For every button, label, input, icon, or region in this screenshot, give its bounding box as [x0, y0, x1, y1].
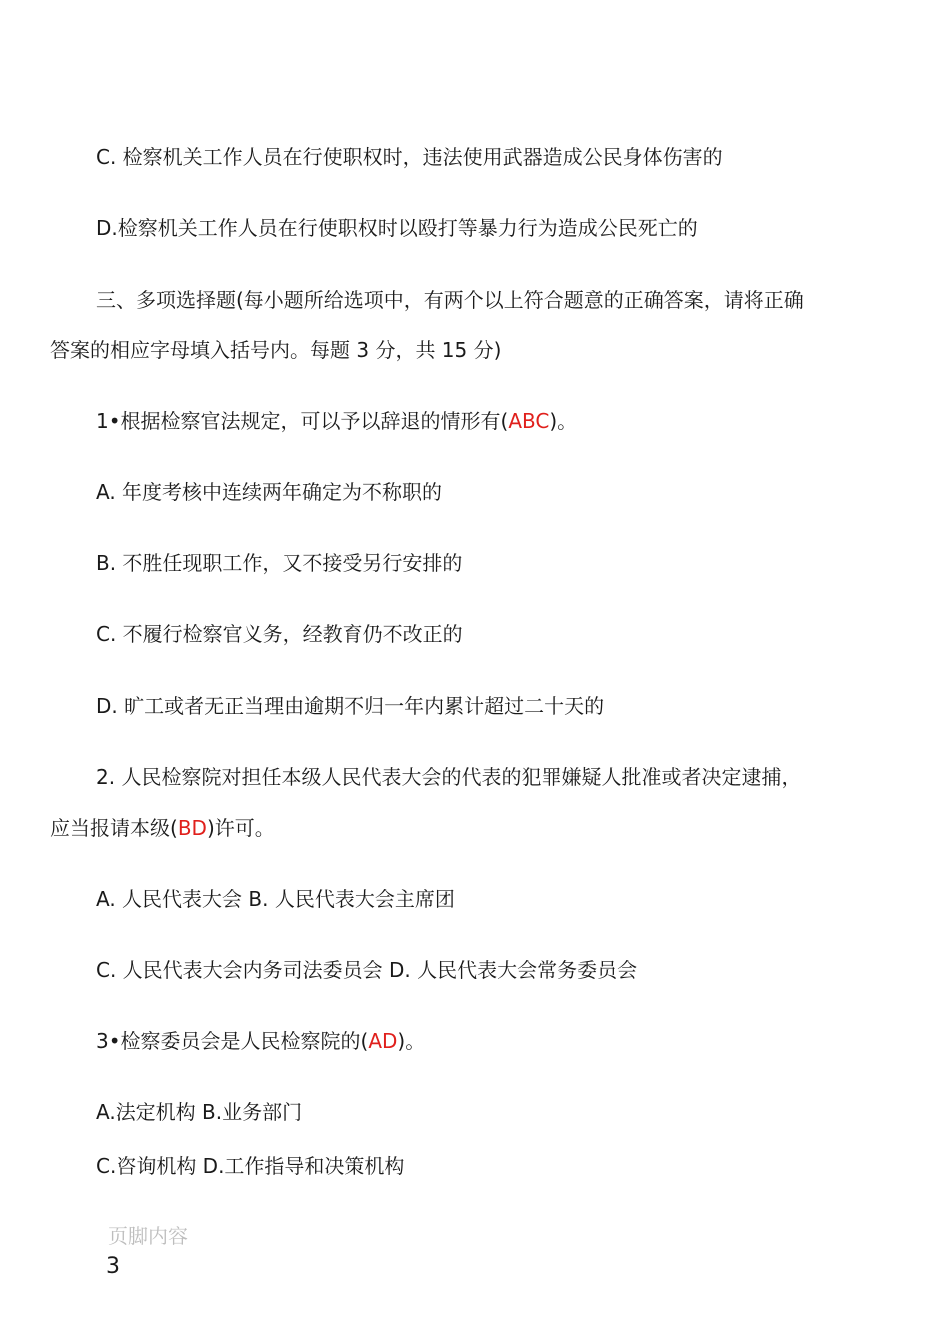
- question-1-answer: ABC: [508, 409, 550, 433]
- question-2-line-2: [50, 814, 275, 842]
- question-3-options-ab: A.法定机构 B.业务部门: [96, 1100, 303, 1124]
- question-2-line-1: 2. 人民检察院对担任本级人民代表大会的代表的犯罪嫌疑人批准或者决定逮捕，: [96, 765, 802, 789]
- question-1-option-b: B. 不胜任现职工作，又不接受另行安排的: [96, 551, 463, 575]
- question-2-options-cd: C. 人民代表大会内务司法委员会 D. 人民代表大会常务委员会: [96, 958, 638, 982]
- question-3: [96, 1027, 425, 1055]
- question-1-stem: 1•根据检察官法规定，可以予以辞退的情形有(: [96, 409, 509, 433]
- question-3-tail: )。: [397, 1029, 426, 1053]
- question-1-option-d: D. 旷工或者无正当理由逾期不归一年内累计超过二十天的: [96, 694, 605, 718]
- question-3-options-cd: C.咨询机构 D.工作指导和决策机构: [96, 1154, 405, 1178]
- question-1: [96, 407, 577, 435]
- question-2-options-ab: A. 人民代表大会 B. 人民代表大会主席团: [96, 887, 455, 911]
- question-2-tail: )许可。: [206, 816, 275, 840]
- question-1-tail: )。: [549, 409, 578, 433]
- section-heading-line-2: 答案的相应字母填入括号内。每题 3 分，共 15 分): [50, 338, 502, 362]
- question-3-answer: AD: [368, 1029, 398, 1053]
- question-3-stem: 3•检察委员会是人民检察院的(: [96, 1029, 369, 1053]
- section-heading-line-1: 三、多项选择题(每小题所给选项中，有两个以上符合题意的正确答案，请将正确: [96, 288, 804, 312]
- question-2-answer: BD: [177, 816, 207, 840]
- page-number: 3: [106, 1254, 120, 1279]
- option-d-prev-question: D.检察机关工作人员在行使职权时以殴打等暴力行为造成公民死亡的: [96, 216, 698, 240]
- option-c-prev-question: C. 检察机关工作人员在行使职权时，违法使用武器造成公民身体伤害的: [96, 145, 723, 169]
- question-2-stem: 应当报请本级(: [50, 816, 178, 840]
- question-1-option-a: A. 年度考核中连续两年确定为不称职的: [96, 480, 443, 504]
- question-1-option-c: C. 不履行检察官义务，经教育仍不改正的: [96, 622, 463, 646]
- footer-label: 页脚内容: [108, 1224, 188, 1248]
